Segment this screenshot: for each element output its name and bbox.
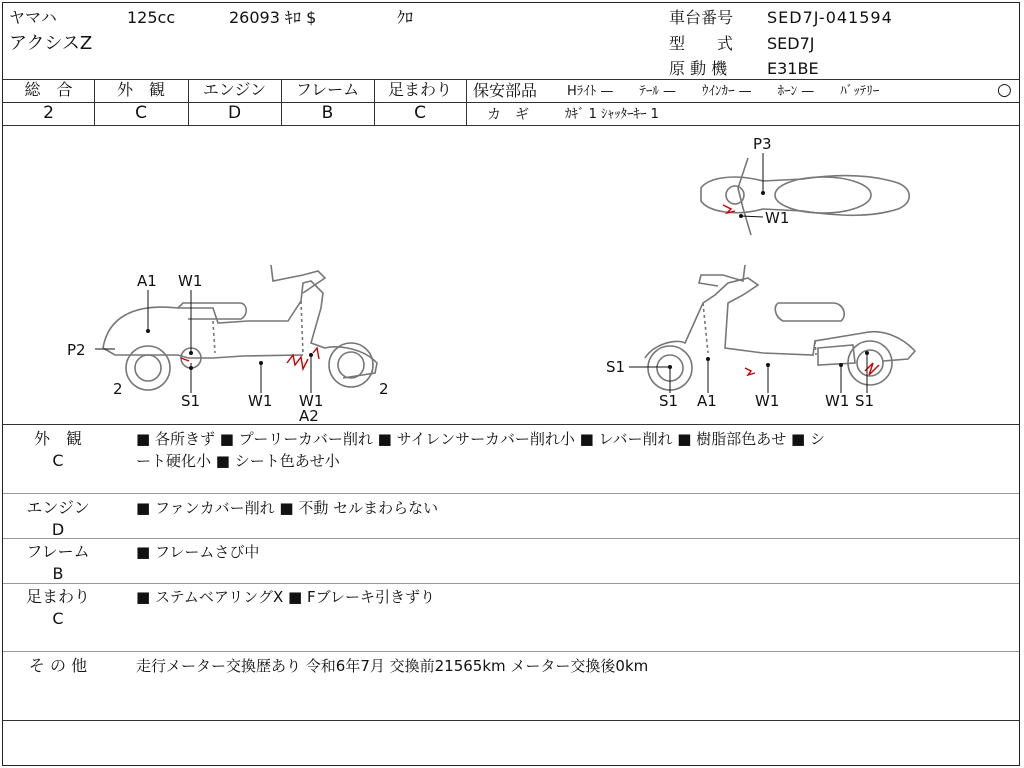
label-s1-right-b: S1 <box>659 392 679 410</box>
key-label: カ ギ <box>487 107 529 123</box>
label-a1-left: A1 <box>137 272 157 290</box>
label-a2: A2 <box>299 407 319 425</box>
remark-category-frame: フレーム <box>26 542 90 561</box>
scooter-right-view <box>606 265 915 410</box>
label-s1-left: S1 <box>181 392 201 410</box>
divider <box>3 583 1020 584</box>
grade-value-overall: 2 <box>43 103 54 123</box>
divider <box>3 538 1020 539</box>
inspection-sheet <box>2 2 1020 766</box>
grade-value-engine: D <box>227 103 242 123</box>
label-w1-top: W1 <box>765 209 790 227</box>
remark-category-exterior: 外 観 <box>33 429 82 448</box>
remark-category-other: そ の 他 <box>28 656 88 675</box>
remark-line: ■ 各所きず ■ プーリーカバー削れ ■ サイレンサーカバー削れ小 ■ レバー削れ ■ 樹脂部色あせ ■ シ <box>136 430 825 448</box>
divider <box>3 493 1020 494</box>
model-name: アクシスZ <box>9 33 93 54</box>
label-w1-left-a: W1 <box>178 272 203 290</box>
remark-line: ■ フレームさび中 <box>136 543 260 561</box>
grade-value-frame: B <box>321 103 334 123</box>
grade-label-suspension: 足まわり <box>387 80 452 99</box>
grade-value-suspension: C <box>414 103 426 123</box>
scooter-top-view <box>701 135 909 235</box>
remark-line: ■ ファンカバー削れ ■ 不動 セルまわらない <box>136 499 439 517</box>
type-label: 型 式 <box>669 34 734 53</box>
label-a1-right: A1 <box>697 392 717 410</box>
battery-ok-mark: ○ <box>997 80 1012 100</box>
engine-value: E31BE <box>767 59 819 78</box>
label-p2: P2 <box>67 341 86 359</box>
label-w1-left-c: W1 <box>299 392 324 410</box>
label-2-left: 2 <box>113 380 123 398</box>
chassis-value: SED7J-041594 <box>767 8 893 27</box>
label-s1-right-a: S1 <box>606 358 626 376</box>
remark-line: ート硬化小 ■ シート色あせ小 <box>136 452 340 470</box>
chassis-label: 車台番号 <box>669 8 734 27</box>
stock-number: 26093 ｷﾛ $ <box>229 8 317 27</box>
remark-line: 走行メーター交換歴あり 令和6年7月 交換前21565km メーター交換後0km <box>136 657 649 675</box>
engine-label: 原 動 機 <box>669 59 728 78</box>
remark-grade-frame: B <box>52 564 64 583</box>
grade-label-engine: エンジン <box>202 80 267 99</box>
remark-grade-suspension: C <box>52 609 64 628</box>
label-2-right: 2 <box>379 380 389 398</box>
remark-line: ■ ステムベアリングX ■ Fブレーキ引きずり <box>136 588 436 606</box>
label-w1-right-a: W1 <box>755 392 780 410</box>
maker: ヤマハ <box>9 8 57 27</box>
divider <box>3 651 1020 652</box>
grade-label-overall: 総 合 <box>24 80 73 99</box>
displacement: 125cc <box>127 8 176 27</box>
grade-value-exterior: C <box>135 103 147 123</box>
scooter-left-view <box>67 265 389 425</box>
type-value: SED7J <box>767 34 815 53</box>
remark-grade-exterior: C <box>52 451 64 470</box>
safety-items: Hﾗｲﾄ — ﾃｰﾙ — ｳｲﾝｶｰ — ﾎｰﾝ — ﾊﾞｯﾃﾘｰ <box>567 84 880 99</box>
safety-title: 保安部品 <box>473 81 538 100</box>
remark-category-suspension: 足まわり <box>25 587 90 606</box>
color: ｸﾛ <box>397 8 414 27</box>
remark-category-engine: エンジン <box>26 498 90 517</box>
divider <box>3 720 1020 721</box>
key-value: ｶｷﾞ 1 ｼｬｯﾀｰｷｰ 1 <box>565 107 659 122</box>
label-w1-right-b: W1 <box>825 392 850 410</box>
label-p3: P3 <box>753 135 772 153</box>
grade-label-frame: フレーム <box>295 80 360 99</box>
grade-label-exterior: 外 観 <box>116 80 165 99</box>
label-w1-left-b: W1 <box>248 392 273 410</box>
label-s1-right-c: S1 <box>855 392 875 410</box>
remark-grade-engine: D <box>51 520 65 539</box>
